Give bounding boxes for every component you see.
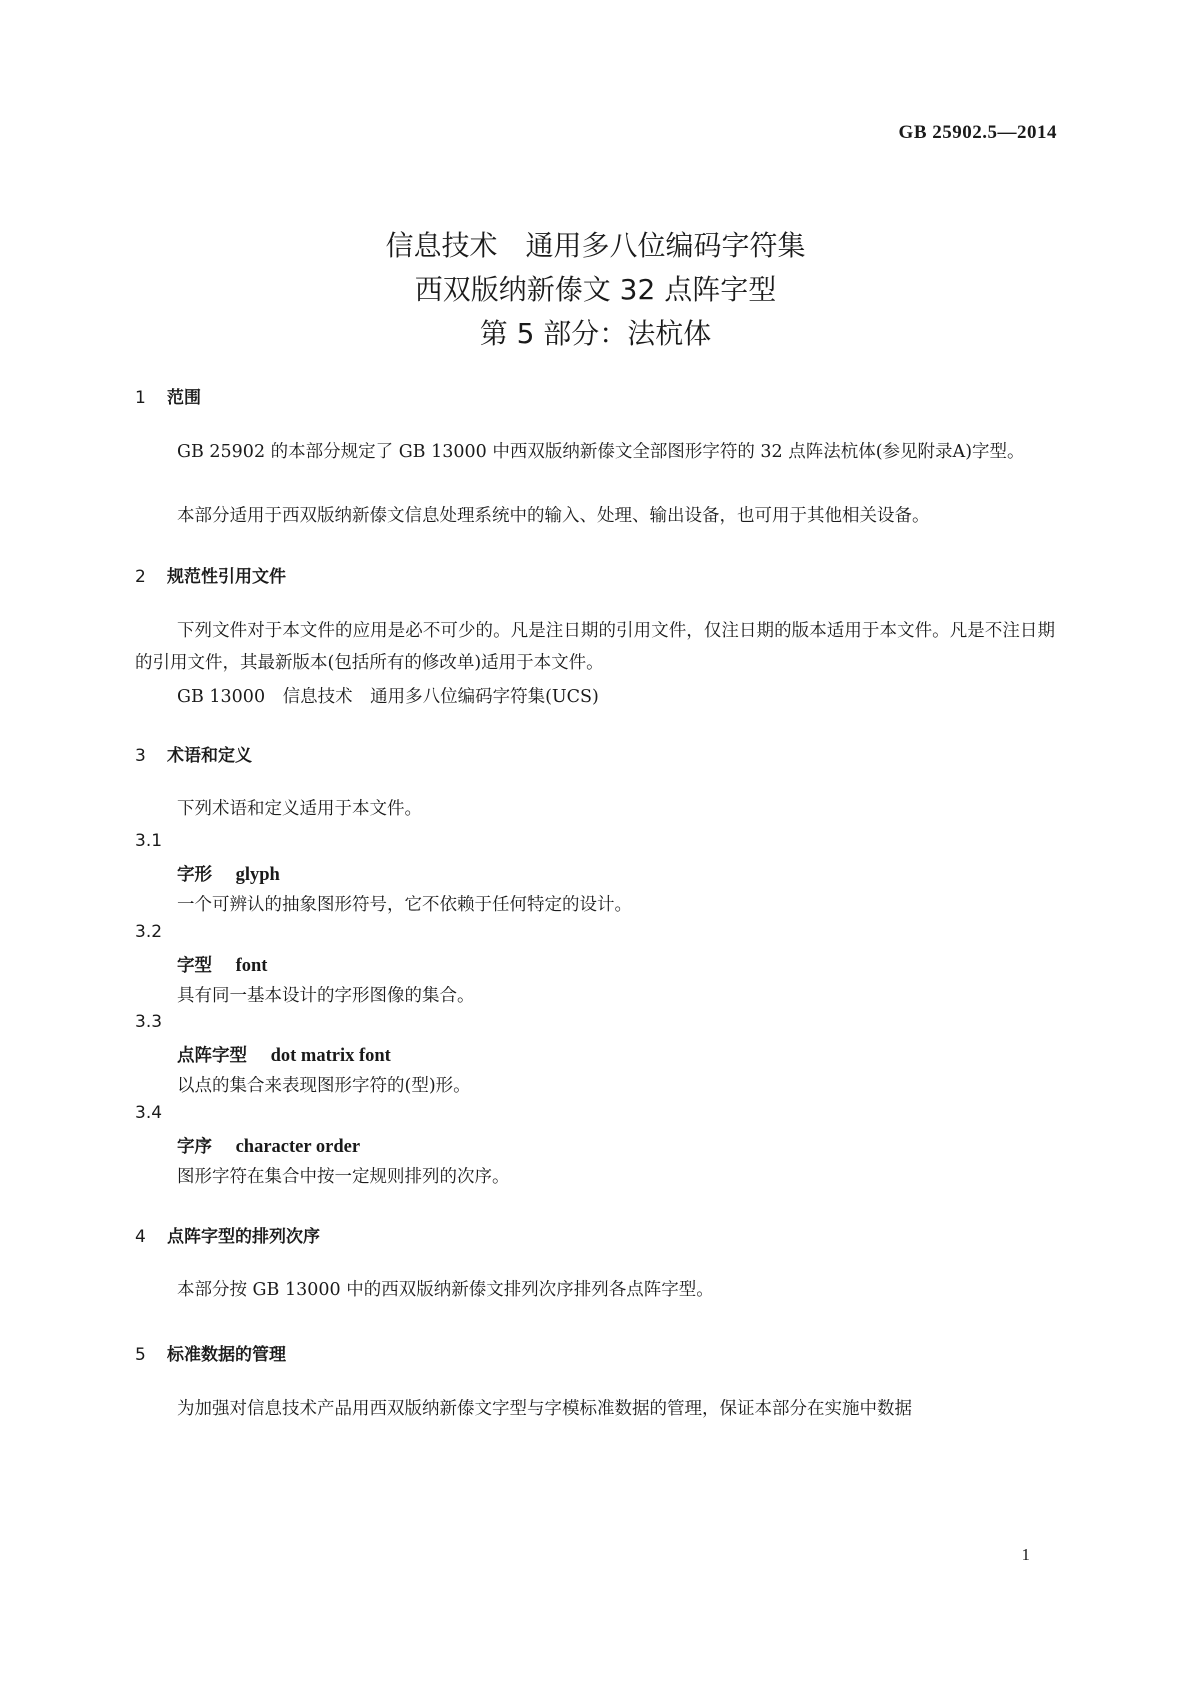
section-4-heading: [135, 1222, 320, 1247]
term-name: [177, 1042, 391, 1067]
section-number: 2: [135, 567, 146, 587]
term-name-zh: 字形: [177, 865, 212, 885]
section-5-paragraph-1: 为加强对信息技术产品用西双版纳新傣文字型与字模标准数据的管理，保证本部分在实施中数据: [177, 1399, 912, 1419]
term-name: [177, 952, 267, 977]
section-4-paragraph-1: 本部分按 GB 13000 中的西双版纳新傣文排列次序排列各点阵字型。: [177, 1280, 714, 1300]
term-name: [177, 1133, 360, 1158]
term-name-en: glyph: [235, 865, 280, 885]
term-number: 3.1: [135, 831, 163, 851]
section-number: 4: [135, 1227, 146, 1247]
section-2-paragraph-1: 下列文件对于本文件的应用是必不可少的。凡是注日期的引用文件，仅注日期的版本适用于本文件。凡是不注日期的引用文件，其最新版本(包括所有的修改单)适用于本文件。: [135, 621, 1055, 673]
section-1-paragraph-1: GB 25902 的本部分规定了 GB 13000 中西双版纳新傣文全部图形字符的 32 点阵法杭体(参见附录A)字型。: [177, 442, 1025, 462]
term-definition: 一个可辨认的抽象图形符号，它不依赖于任何特定的设计。: [177, 895, 632, 915]
page-number: 1: [1021, 1545, 1030, 1564]
term-number: 3.3: [135, 1012, 163, 1032]
document-title: [0, 224, 1191, 356]
term-name-zh: 点阵字型: [177, 1046, 247, 1066]
section-number: 1: [135, 388, 146, 408]
section-title: 术语和定义: [167, 746, 252, 766]
title-line-3: 第 5 部分：法杭体: [479, 317, 712, 350]
title-line-1: 信息技术 通用多八位编码字符集: [385, 229, 806, 262]
section-title: 标准数据的管理: [167, 1345, 286, 1365]
normative-reference: GB 13000 信息技术 通用多八位编码字符集(UCS): [177, 687, 599, 707]
section-1-heading: [135, 383, 201, 408]
section-1-paragraph-2: 本部分适用于西双版纳新傣文信息处理系统中的输入、处理、输出设备，也可用于其他相关设备。: [177, 506, 930, 526]
term-number: 3.2: [135, 922, 163, 942]
term-number: 3.4: [135, 1103, 163, 1123]
term-name-en: character order: [235, 1137, 361, 1157]
document-code: GB 25902.5—2014: [898, 122, 1057, 143]
section-5-heading: [135, 1340, 286, 1365]
section-title: 点阵字型的排列次序: [167, 1227, 320, 1247]
term-name-zh: 字序: [177, 1137, 212, 1157]
section-title: 范围: [167, 388, 201, 408]
term-definition: 以点的集合来表现图形字符的(型)形。: [177, 1076, 471, 1096]
term-name: [177, 861, 280, 886]
term-name-en: dot matrix font: [270, 1046, 391, 1066]
term-name-en: font: [235, 956, 268, 976]
section-2-heading: [135, 562, 286, 587]
section-number: 3: [135, 746, 146, 766]
title-line-2: 西双版纳新傣文 32 点阵字型: [414, 273, 777, 306]
term-definition: 具有同一基本设计的字形图像的集合。: [177, 986, 475, 1006]
term-definition: 图形字符在集合中按一定规则排列的次序。: [177, 1167, 510, 1187]
section-3-heading: [135, 741, 252, 766]
section-number: 5: [135, 1345, 146, 1365]
section-title: 规范性引用文件: [167, 567, 286, 587]
section-3-paragraph-1: 下列术语和定义适用于本文件。: [177, 799, 422, 819]
term-name-zh: 字型: [177, 956, 212, 976]
